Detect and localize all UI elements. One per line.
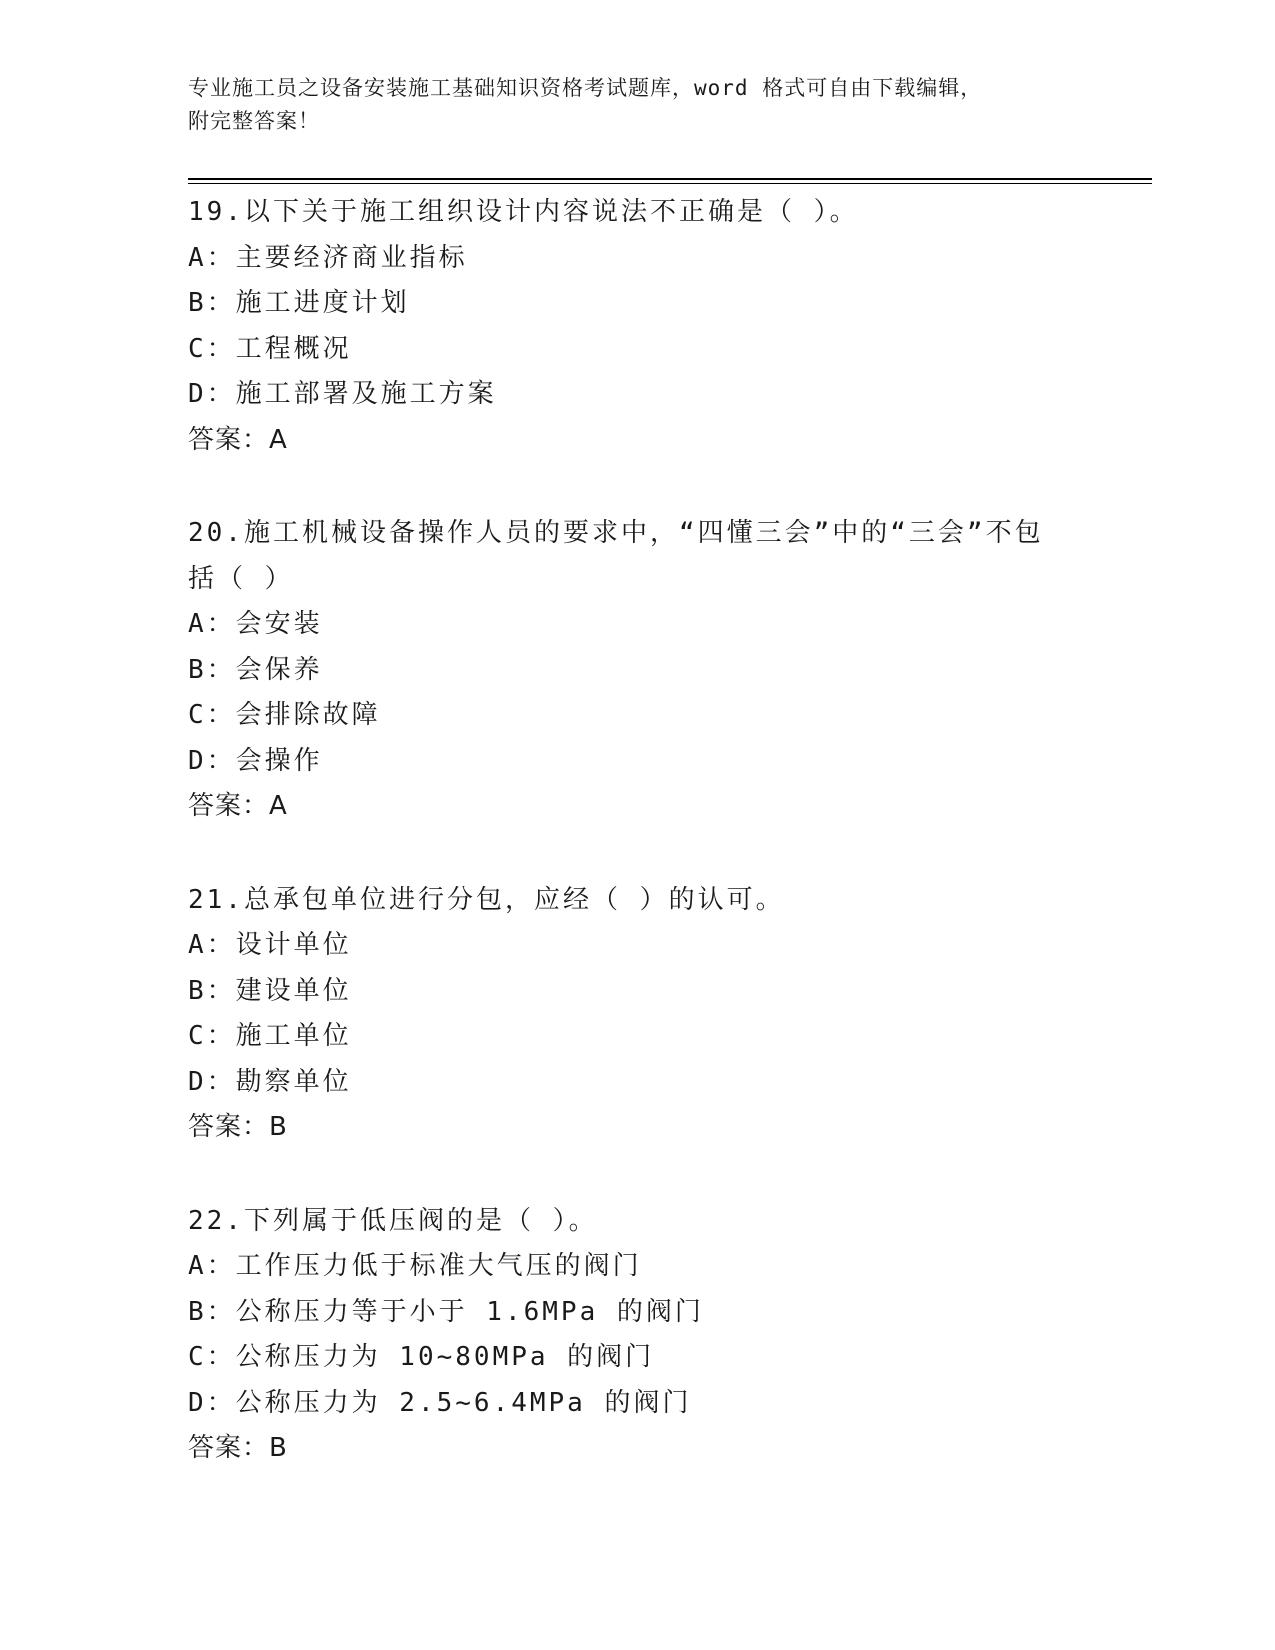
option-d: D：施工部署及施工方案 (188, 379, 497, 409)
option-d: D：会操作 (188, 745, 323, 776)
option-b: B：公称压力等于小于 1.6MPa 的阀门 (188, 1296, 704, 1327)
header-divider-thin (188, 183, 1152, 184)
document-header (188, 72, 1088, 138)
option-c: C：公称压力为 10~80MPa 的阀门 (188, 1342, 655, 1372)
option-d: D：勘察单位 (188, 1066, 352, 1097)
header-line-1: 专业施工员之设备安装施工基础知识资格考试题库，word 格式可自由下载编辑， (188, 76, 983, 100)
answer: 答案：A (188, 424, 288, 455)
header-divider-thick (188, 178, 1152, 180)
option-b: B：建设单位 (188, 975, 352, 1006)
option-d: D：公称压力为 2.5~6.4MPa 的阀门 (188, 1387, 692, 1418)
option-a: A：设计单位 (188, 930, 352, 960)
question-stem: 21.总承包单位进行分包，应经（ ）的认可。 (188, 884, 785, 915)
question-22 (188, 1199, 1088, 1472)
option-a: A：主要经济商业指标 (188, 242, 468, 273)
option-c: C：会排除故障 (188, 700, 381, 730)
option-c: C：工程概况 (188, 333, 352, 364)
header-line-2: 附完整答案！ (188, 109, 320, 133)
question-list (188, 190, 1088, 1472)
question-stem-continued: 括（ ） (188, 563, 294, 594)
question-stem: 19.以下关于施工组织设计内容说法不正确是（ ）。 (188, 197, 859, 227)
option-b: B：施工进度计划 (188, 288, 410, 318)
option-b: B：会保养 (188, 654, 323, 685)
question-20 (188, 511, 1088, 830)
answer: 答案：B (188, 1112, 288, 1142)
option-c: C：施工单位 (188, 1021, 352, 1051)
question-stem: 20.施工机械设备操作人员的要求中，“四懂三会”中的“三会”不包 (188, 518, 1044, 548)
answer: 答案：A (188, 791, 288, 821)
option-a: A：会安装 (188, 609, 323, 639)
question-stem: 22.下列属于低压阀的是（ ）。 (188, 1205, 598, 1236)
answer: 答案：B (188, 1433, 288, 1463)
option-a: A：工作压力低于标准大气压的阀门 (188, 1251, 642, 1281)
question-19 (188, 190, 1088, 463)
question-21 (188, 878, 1088, 1151)
